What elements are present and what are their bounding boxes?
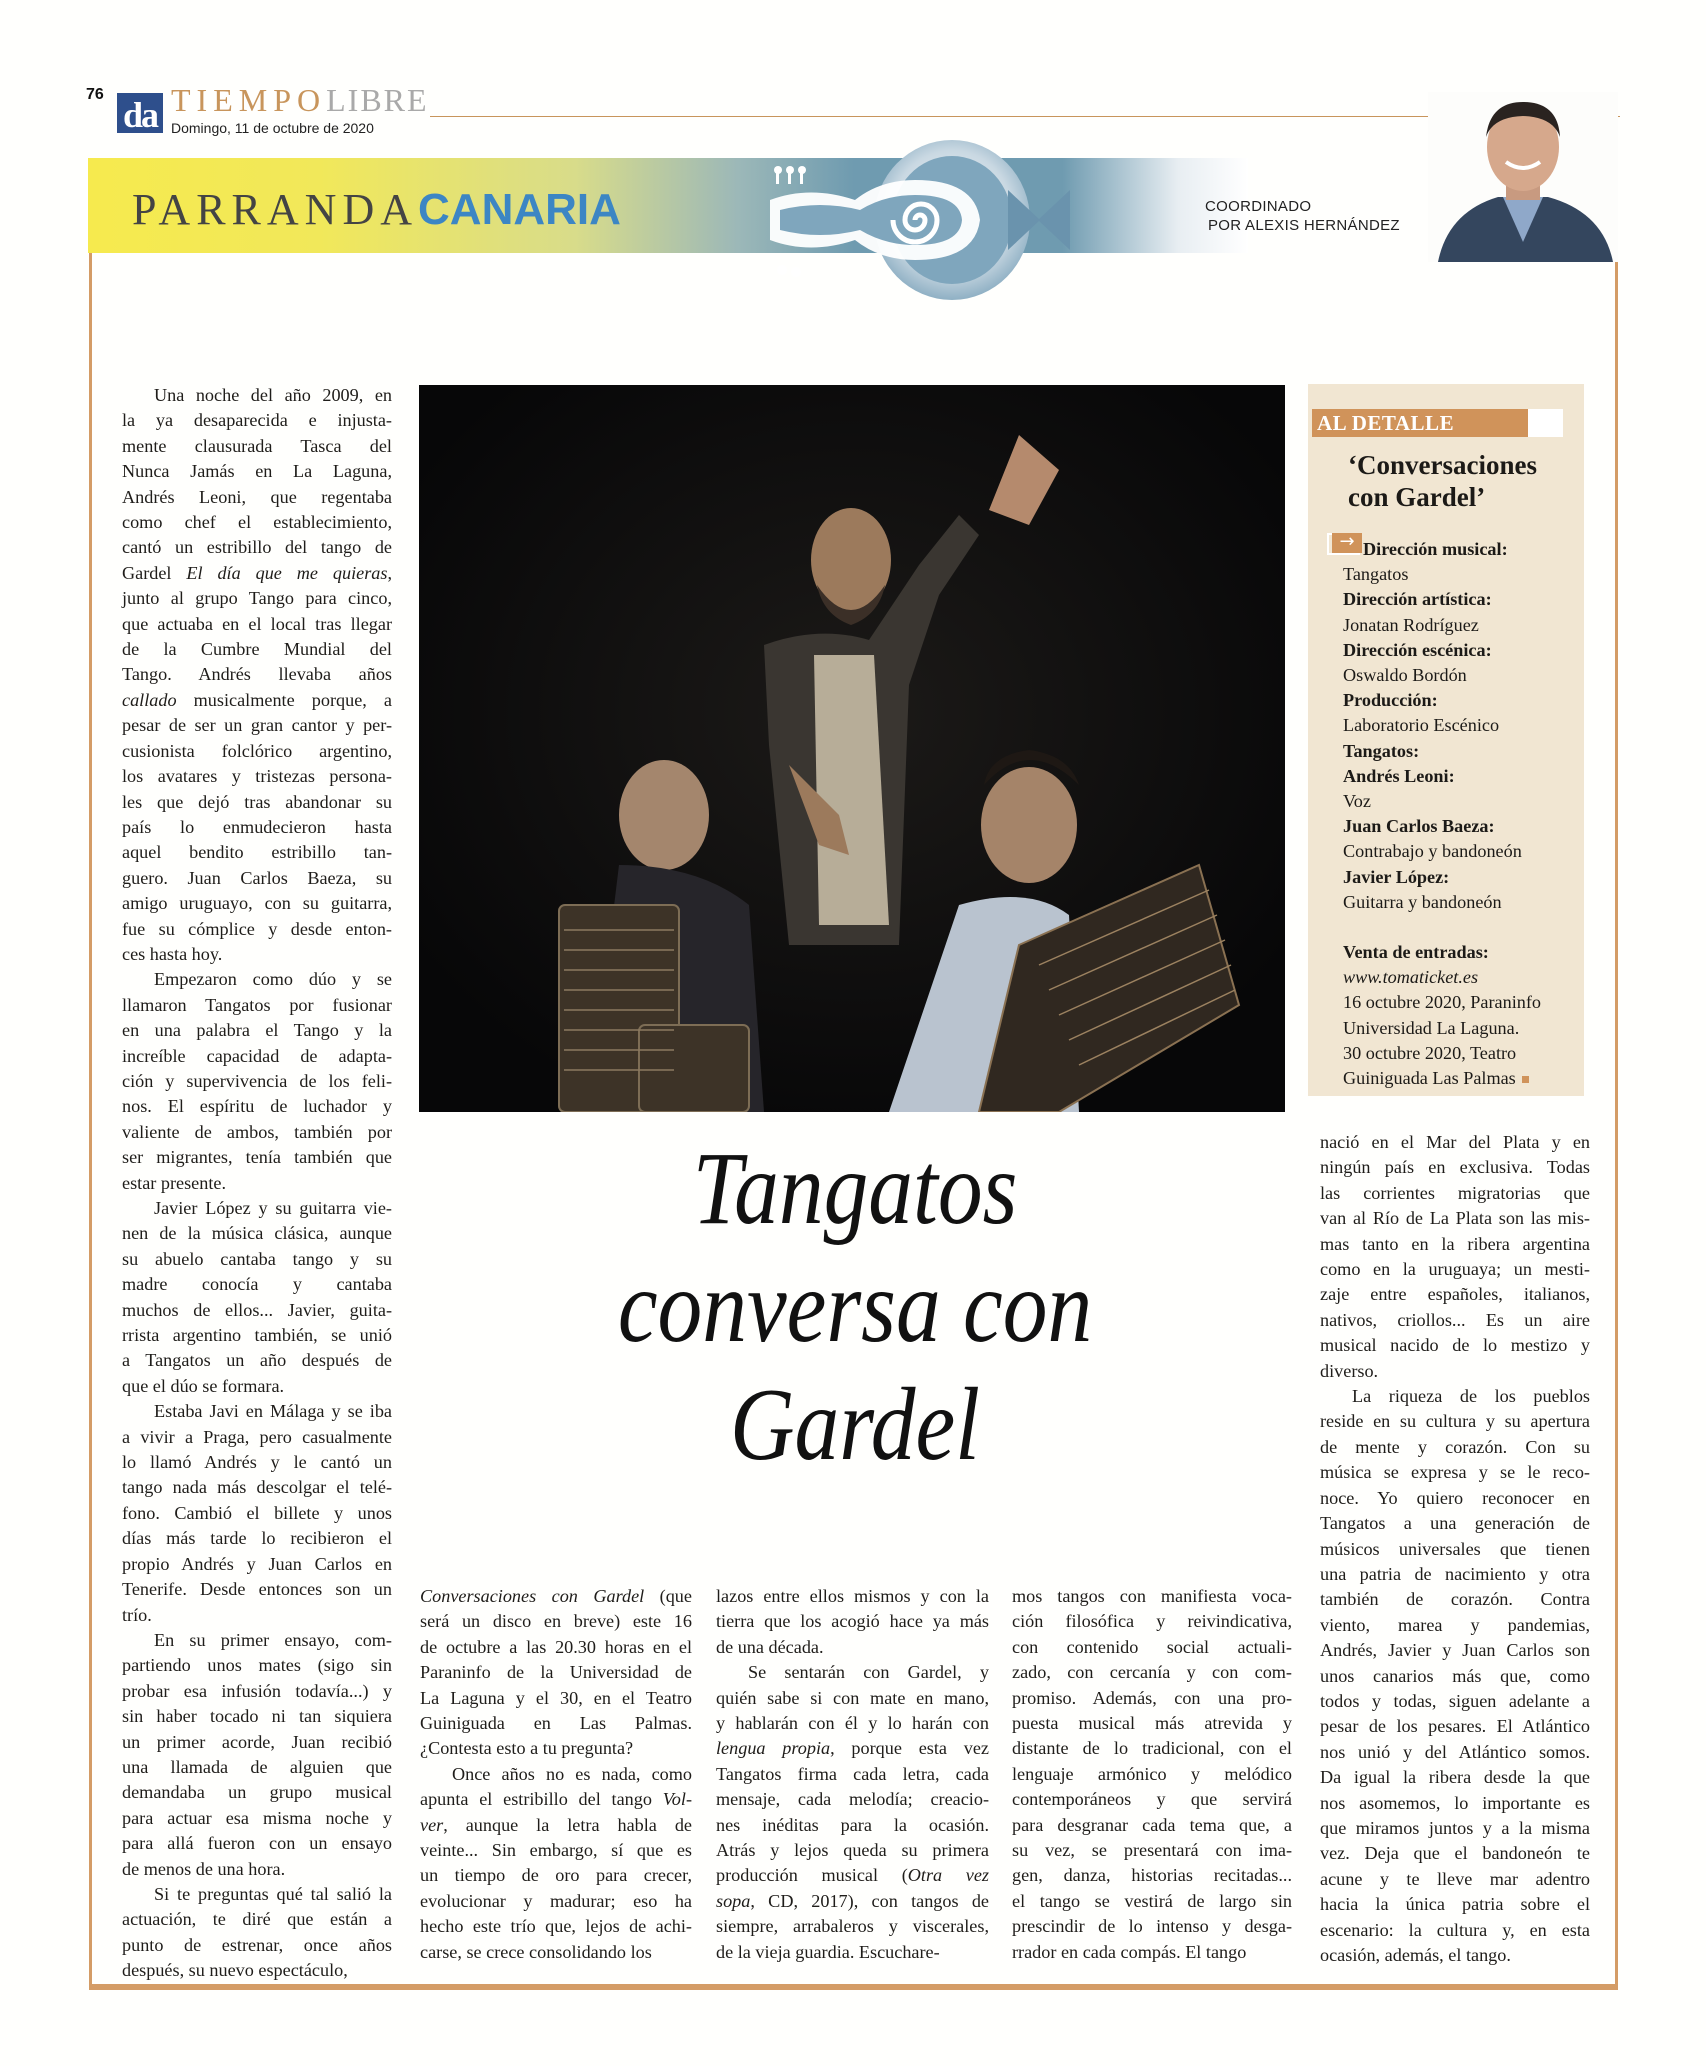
text-line: zado, con cercanía y con com- xyxy=(1012,1662,1292,1683)
text-line: increíble capacidad de adapta- xyxy=(122,1045,392,1066)
text-line: Tangatos firma cada letra, cada xyxy=(716,1763,989,1784)
text-line: pesar de los pesares. El Atlántico xyxy=(1320,1716,1590,1737)
text-line: Tenerife. Desde entonces son un xyxy=(122,1579,392,1600)
text-line: de la vieja guardia. Escuchare- xyxy=(716,1941,940,1962)
arrow-right-icon: → xyxy=(1332,533,1362,553)
text-line: En su primer ensayo, com- xyxy=(154,1629,392,1650)
article-paragraph xyxy=(1320,1384,1590,1968)
text-line: madre conocía y cantaba xyxy=(122,1274,392,1295)
text-line: ción y supervivencia de los feli- xyxy=(122,1070,392,1091)
credit-label: Tangatos: xyxy=(1343,740,1420,761)
frame-border-bottom xyxy=(89,1984,1618,1990)
detail-title-line1: ‘Conversaciones xyxy=(1348,450,1537,480)
text-line: mente clausurada Tasca del xyxy=(122,435,392,456)
text-line: fue su cómplice y desde enton- xyxy=(122,918,392,939)
text-line: todos y todas, siguen adelante a xyxy=(1320,1690,1590,1711)
text-line: mos tangos con manifiesta voca- xyxy=(1012,1586,1292,1606)
text-line: demandaba un grupo musical xyxy=(122,1782,392,1803)
text-line: los avatares y tristezas persona- xyxy=(122,766,392,787)
article-paragraph xyxy=(716,1584,989,1660)
text-line: valiente de ambos, también por xyxy=(122,1121,392,1142)
text-line: rrista argentino también, se unió xyxy=(122,1325,392,1346)
text-line: nes inéditas para la ocasión. xyxy=(716,1814,989,1835)
article-paragraph xyxy=(122,1882,392,1984)
text-line: a Tangatos un año después de xyxy=(122,1350,392,1371)
text-line: tierra que los acogió hace ya más xyxy=(716,1611,989,1632)
article-paragraph xyxy=(1012,1584,1292,1965)
text-line: Once años no es nada, como xyxy=(452,1763,692,1784)
text-line: Paraninfo de la Universidad de xyxy=(420,1662,692,1683)
tickets-line: 30 octubre 2020, Teatro xyxy=(1343,1042,1517,1063)
text-line: ver, aunque la letra habla de xyxy=(420,1814,692,1835)
text-line: muchos de ellos... Javier, guita- xyxy=(122,1299,392,1320)
text-line: nos unió y del Atlántico somos. xyxy=(1320,1741,1590,1762)
text-line: las corrientes migratorias que xyxy=(1320,1182,1590,1203)
article-paragraph xyxy=(1320,1130,1590,1384)
article-headline xyxy=(477,1130,1234,1484)
text-line: nos. El espíritu de luchador y xyxy=(122,1096,392,1117)
text-line: su vez, se presentará con ima- xyxy=(1012,1840,1292,1861)
banner-title-part2: CANARIA xyxy=(418,185,621,234)
text-line: viento, marea y pandemias, xyxy=(1320,1614,1590,1635)
text-line: Tango. Andrés llevaba años xyxy=(122,664,392,685)
text-line: unos canarios más que, como xyxy=(1320,1665,1590,1686)
text-line: punto de estrenar, once años xyxy=(122,1934,392,1955)
text-line: que el dúo se formara. xyxy=(122,1375,285,1396)
text-line: Conversaciones con Gardel (que xyxy=(420,1586,692,1606)
text-line: callado musicalmente porque, a xyxy=(122,689,392,710)
section-title-part2: LIBRE xyxy=(326,82,429,118)
text-line: ¿Contesta esto a tu pregunta? xyxy=(420,1738,634,1759)
text-line: actuación, te diré que están a xyxy=(122,1909,392,1930)
credit-value: Oswaldo Bordón xyxy=(1343,665,1467,686)
credit-value: Laboratorio Escénico xyxy=(1343,715,1500,736)
text-line: musical nacido de lo mestizo y xyxy=(1320,1335,1590,1356)
text-line: producción musical (Otra vez xyxy=(716,1865,989,1886)
article-paragraph xyxy=(122,1628,392,1882)
text-line: fono. Cambió el billete y unos xyxy=(122,1502,392,1523)
coordinator-credit xyxy=(1205,197,1400,235)
frame-border-left xyxy=(89,253,92,1990)
text-line: Andrés, Javier y Juan Carlos son xyxy=(1320,1640,1590,1661)
text-line: quién sabe si con mate en mano, xyxy=(716,1687,989,1708)
text-line: país lo enmudecieron hasta xyxy=(122,816,392,837)
text-line: para desgranar cada tema que, a xyxy=(1012,1814,1292,1835)
text-line: nació en el Mar del Plata y en xyxy=(1320,1132,1590,1152)
credit-label: Javier López: xyxy=(1343,866,1450,887)
timple-guitar-emblem-icon xyxy=(740,140,1100,300)
text-line: nos asomemos, lo importante es xyxy=(1320,1792,1590,1813)
text-line: con contenido social actuali- xyxy=(1012,1636,1292,1657)
text-line: para allá fueron con un ensayo xyxy=(122,1833,392,1854)
text-line: les que dejó tras abandonar su xyxy=(122,791,392,812)
coordinator-line2: POR ALEXIS HERNÁNDEZ xyxy=(1208,217,1400,234)
article-paragraph xyxy=(716,1660,989,1965)
text-line: reside en su cultura y su apertura xyxy=(1320,1411,1590,1432)
text-line: su abuelo cantaba tango y su xyxy=(122,1248,392,1269)
author-portrait-photo xyxy=(1428,92,1618,262)
author-portrait-icon xyxy=(1428,92,1618,262)
credit-value: Guitarra y bandoneón xyxy=(1343,891,1502,912)
text-line: ción filosófica y reivindicativa, xyxy=(1012,1611,1292,1632)
tickets-label: Venta de entradas: xyxy=(1343,942,1489,963)
text-line: que actuaba en el local tras llegar xyxy=(122,613,392,634)
page-number: 76 xyxy=(86,86,104,103)
text-line: lo llamó Andrés y le cantó un xyxy=(122,1452,392,1473)
text-line: probar esa infusión todavía...) y xyxy=(122,1680,392,1701)
banner-title-part1: PARRANDA xyxy=(132,185,419,234)
article-paragraph xyxy=(122,967,392,1196)
text-line: evolucionar y madurar; eso ha xyxy=(420,1890,692,1911)
text-line: acune y te lleve mar adentro xyxy=(1320,1868,1590,1889)
text-line: gen, danza, historias recitadas... xyxy=(1012,1865,1292,1886)
text-line: pesar de ser un gran cantor y per- xyxy=(122,715,392,736)
text-line: un tiempo de oro para crecer, xyxy=(420,1865,692,1886)
text-line: Gardel El día que me quieras, xyxy=(122,562,392,583)
detail-title xyxy=(1348,449,1537,513)
text-line: nen de la música clásica, aunque xyxy=(122,1223,392,1244)
text-line: veinte... Sin embargo, sí que es xyxy=(420,1840,692,1861)
text-line: siempre, arrabaleros y viscerales, xyxy=(716,1916,989,1937)
tickets-line: 16 octubre 2020, Paraninfo xyxy=(1343,992,1541,1013)
text-line: días más tarde lo recibieron el xyxy=(122,1528,392,1549)
text-line: promiso. Además, con una pro- xyxy=(1012,1687,1292,1708)
text-line: música se expresa y se le reco- xyxy=(1320,1462,1590,1483)
text-line: llamaron Tangatos por fusionar xyxy=(122,994,392,1015)
text-line: apunta el estribillo del tango Vol- xyxy=(420,1789,692,1810)
text-line: un primer acorde, Juan recibió xyxy=(122,1731,392,1752)
text-line: mensaje, cada melodía; creacio- xyxy=(716,1789,989,1810)
text-line: lenguaje armónico y melódico xyxy=(1012,1763,1292,1784)
detail-tag: AL DETALLE xyxy=(1312,409,1528,437)
end-mark-icon xyxy=(1522,1076,1529,1083)
article-paragraph xyxy=(122,1196,392,1399)
credit-label: Dirección artística: xyxy=(1343,589,1492,610)
coordinator-line1: COORDINADO xyxy=(1205,198,1312,215)
text-line: sin haber tocado ni tan siquiera xyxy=(122,1706,392,1727)
text-line: Empezaron como dúo y se xyxy=(154,969,392,990)
text-line: trío. xyxy=(122,1604,152,1625)
text-line: Da igual la ribera desde la que xyxy=(1320,1767,1590,1788)
article-column-5 xyxy=(1320,1130,1590,1968)
text-line: puesta musical más atrevida y xyxy=(1012,1713,1292,1734)
text-line: una patria de nacimiento y otra xyxy=(1320,1563,1590,1584)
text-line: ocasión, además, el tango. xyxy=(1320,1945,1511,1965)
text-line: Se sentarán con Gardel, y xyxy=(748,1662,989,1683)
text-line: contemporáneos y que servirá xyxy=(1012,1789,1292,1810)
headline-line-1: Tangatos xyxy=(692,1131,1018,1246)
text-line: carse, se crece consolidando los xyxy=(420,1941,652,1962)
credit-label: Andrés Leoni: xyxy=(1343,765,1455,786)
text-line: Nunca Jamás en La Laguna, xyxy=(122,461,392,482)
issue-date: Domingo, 11 de octubre de 2020 xyxy=(171,120,374,136)
text-line: Andrés Leoni, que regentaba xyxy=(122,486,392,507)
text-line: cusionista folclórico argentino, xyxy=(122,740,392,761)
credit-value: Voz xyxy=(1343,791,1371,812)
credit-label: Dirección escénica: xyxy=(1343,639,1492,660)
credit-label: Producción: xyxy=(1343,690,1438,711)
text-line: la ya desaparecida e injusta- xyxy=(122,410,392,431)
credit-value: Jonatan Rodríguez xyxy=(1343,614,1479,635)
text-line: de la Cumbre Mundial del xyxy=(122,639,392,660)
spacer xyxy=(1343,915,1573,940)
text-line: también de corazón. Contra xyxy=(1320,1589,1590,1610)
text-line: junto al grupo Tango para cinco, xyxy=(122,588,392,609)
text-line: hacia la única patria sobre el xyxy=(1320,1894,1590,1915)
credit-label: Juan Carlos Baeza: xyxy=(1343,816,1495,837)
section-title-part1: TIEMPO xyxy=(171,82,327,118)
frame-border-right xyxy=(1615,262,1618,1990)
article-column-3 xyxy=(716,1584,989,1965)
text-line: de menos de una hora. xyxy=(122,1858,286,1879)
text-line: cantó un estribillo del tango de xyxy=(122,537,392,558)
headline-line-2: conversa con xyxy=(617,1249,1093,1364)
headline-line-3: Gardel xyxy=(729,1367,981,1482)
text-line: de octubre a las 20.30 horas en el xyxy=(420,1636,692,1657)
text-line: será un disco en breve) este 16 xyxy=(420,1611,692,1632)
text-line: zaje entre españoles, italianos, xyxy=(1320,1284,1590,1305)
credit-value: Tangatos xyxy=(1343,564,1409,585)
text-line: como chef el establecimiento, xyxy=(122,512,392,533)
detail-title-line2: con Gardel’ xyxy=(1348,482,1486,512)
text-line: guero. Juan Carlos Baeza, su xyxy=(122,867,392,888)
text-line: hecho este trío que, lejos de achi- xyxy=(420,1916,692,1937)
text-line: Guiniguada en Las Palmas. xyxy=(420,1713,692,1734)
text-line: noce. Yo quiero reconocer en xyxy=(1320,1487,1590,1508)
tickets-link[interactable]: www.tomaticket.es xyxy=(1343,967,1479,988)
text-line: La riqueza de los pueblos xyxy=(1352,1386,1590,1407)
article-paragraph xyxy=(420,1584,692,1762)
text-line: prescindir de lo intenso y desga- xyxy=(1012,1916,1292,1937)
text-line: partiendo unos mates (sigo sin xyxy=(122,1655,392,1676)
tickets-line-text: Guiniguada Las Palmas xyxy=(1343,1068,1516,1089)
text-line: Atrás y lejos queda su primera xyxy=(716,1840,989,1861)
text-line: La Laguna y el 30, en el Teatro xyxy=(420,1687,692,1708)
text-line: Javier López y su guitarra vie- xyxy=(154,1198,392,1218)
text-line: amigo uruguayo, con su guitarra, xyxy=(122,893,392,914)
newspaper-logo: da xyxy=(117,93,163,133)
text-line: vez. Deja que el bandoneón te xyxy=(1320,1843,1590,1864)
text-line: Estaba Javi en Málaga y se iba xyxy=(154,1401,392,1422)
text-line: como en la uruguaya; un mesti- xyxy=(1320,1259,1590,1280)
text-line: una llamada de alguien que xyxy=(122,1756,392,1777)
text-line: Tangatos a una generación de xyxy=(1320,1513,1590,1534)
text-line: sopa, CD, 2017), con tangos de xyxy=(716,1890,989,1911)
text-line: nativos, criollos... Es un aire xyxy=(1320,1309,1590,1330)
text-line: van al Río de La Plata son las mis- xyxy=(1320,1208,1590,1229)
tangatos-trio-photo-icon xyxy=(419,385,1285,1112)
text-line: Si te preguntas qué tal salió la xyxy=(154,1883,392,1904)
banner-title xyxy=(132,185,621,234)
text-line: escenario: la cultura y, en esta xyxy=(1320,1919,1590,1940)
text-line: ser migrantes, tenía también que xyxy=(122,1147,392,1168)
article-paragraph xyxy=(122,383,392,967)
text-line: lengua propia, porque esta vez xyxy=(716,1738,989,1759)
tickets-line: Universidad La Laguna. xyxy=(1343,1017,1520,1038)
credit-label: Dirección musical: xyxy=(1363,539,1508,559)
article-paragraph xyxy=(122,1399,392,1628)
text-line: ces hasta hoy. xyxy=(122,943,223,964)
text-line: aquel bendito estribillo tan- xyxy=(122,842,392,863)
text-line: lazos entre ellos mismos y con la xyxy=(716,1586,989,1606)
text-line: a vivir a Praga, pero casualmente xyxy=(122,1426,392,1447)
text-line: después, su nuevo espectáculo, xyxy=(122,1960,348,1981)
text-line: para actuar esa misma noche y xyxy=(122,1807,392,1828)
text-line: Una noche del año 2009, en xyxy=(154,385,392,405)
text-line: de mente y corazón. Con su xyxy=(1320,1436,1590,1457)
text-line: propio Andrés y Juan Carlos en xyxy=(122,1553,392,1574)
text-line: el tango se vestirá de largo sin xyxy=(1012,1890,1292,1911)
text-line: y hablarán con él y lo harán con xyxy=(716,1713,989,1734)
text-line: diverso. xyxy=(1320,1360,1379,1381)
article-column-2 xyxy=(420,1584,692,1965)
text-line: músicos universales que tienen xyxy=(1320,1538,1590,1559)
section-title xyxy=(171,84,429,116)
credit-value: Contrabajo y bandoneón xyxy=(1343,841,1522,862)
article-column-1 xyxy=(122,383,392,1984)
text-line: rrador en cada compás. El tango xyxy=(1012,1941,1247,1962)
article-column-4 xyxy=(1012,1584,1292,1965)
text-line: distante de lo tradicional, con el xyxy=(1012,1738,1292,1759)
credits-list xyxy=(1343,537,1573,1091)
text-line: ningún país en exclusiva. Todas xyxy=(1320,1157,1590,1178)
text-line: que miramos juntos y a la misma xyxy=(1320,1817,1590,1838)
text-line: de una década. xyxy=(716,1636,824,1657)
tickets-line xyxy=(1343,1066,1573,1091)
text-line: en una palabra el Tango y la xyxy=(122,1020,392,1041)
text-line: estar presente. xyxy=(122,1172,227,1193)
text-line: tango nada más descolgar el telé- xyxy=(122,1477,392,1498)
text-line: mas tanto en la ribera argentina xyxy=(1320,1233,1590,1254)
article-photo xyxy=(419,385,1285,1112)
article-paragraph xyxy=(420,1762,692,1965)
